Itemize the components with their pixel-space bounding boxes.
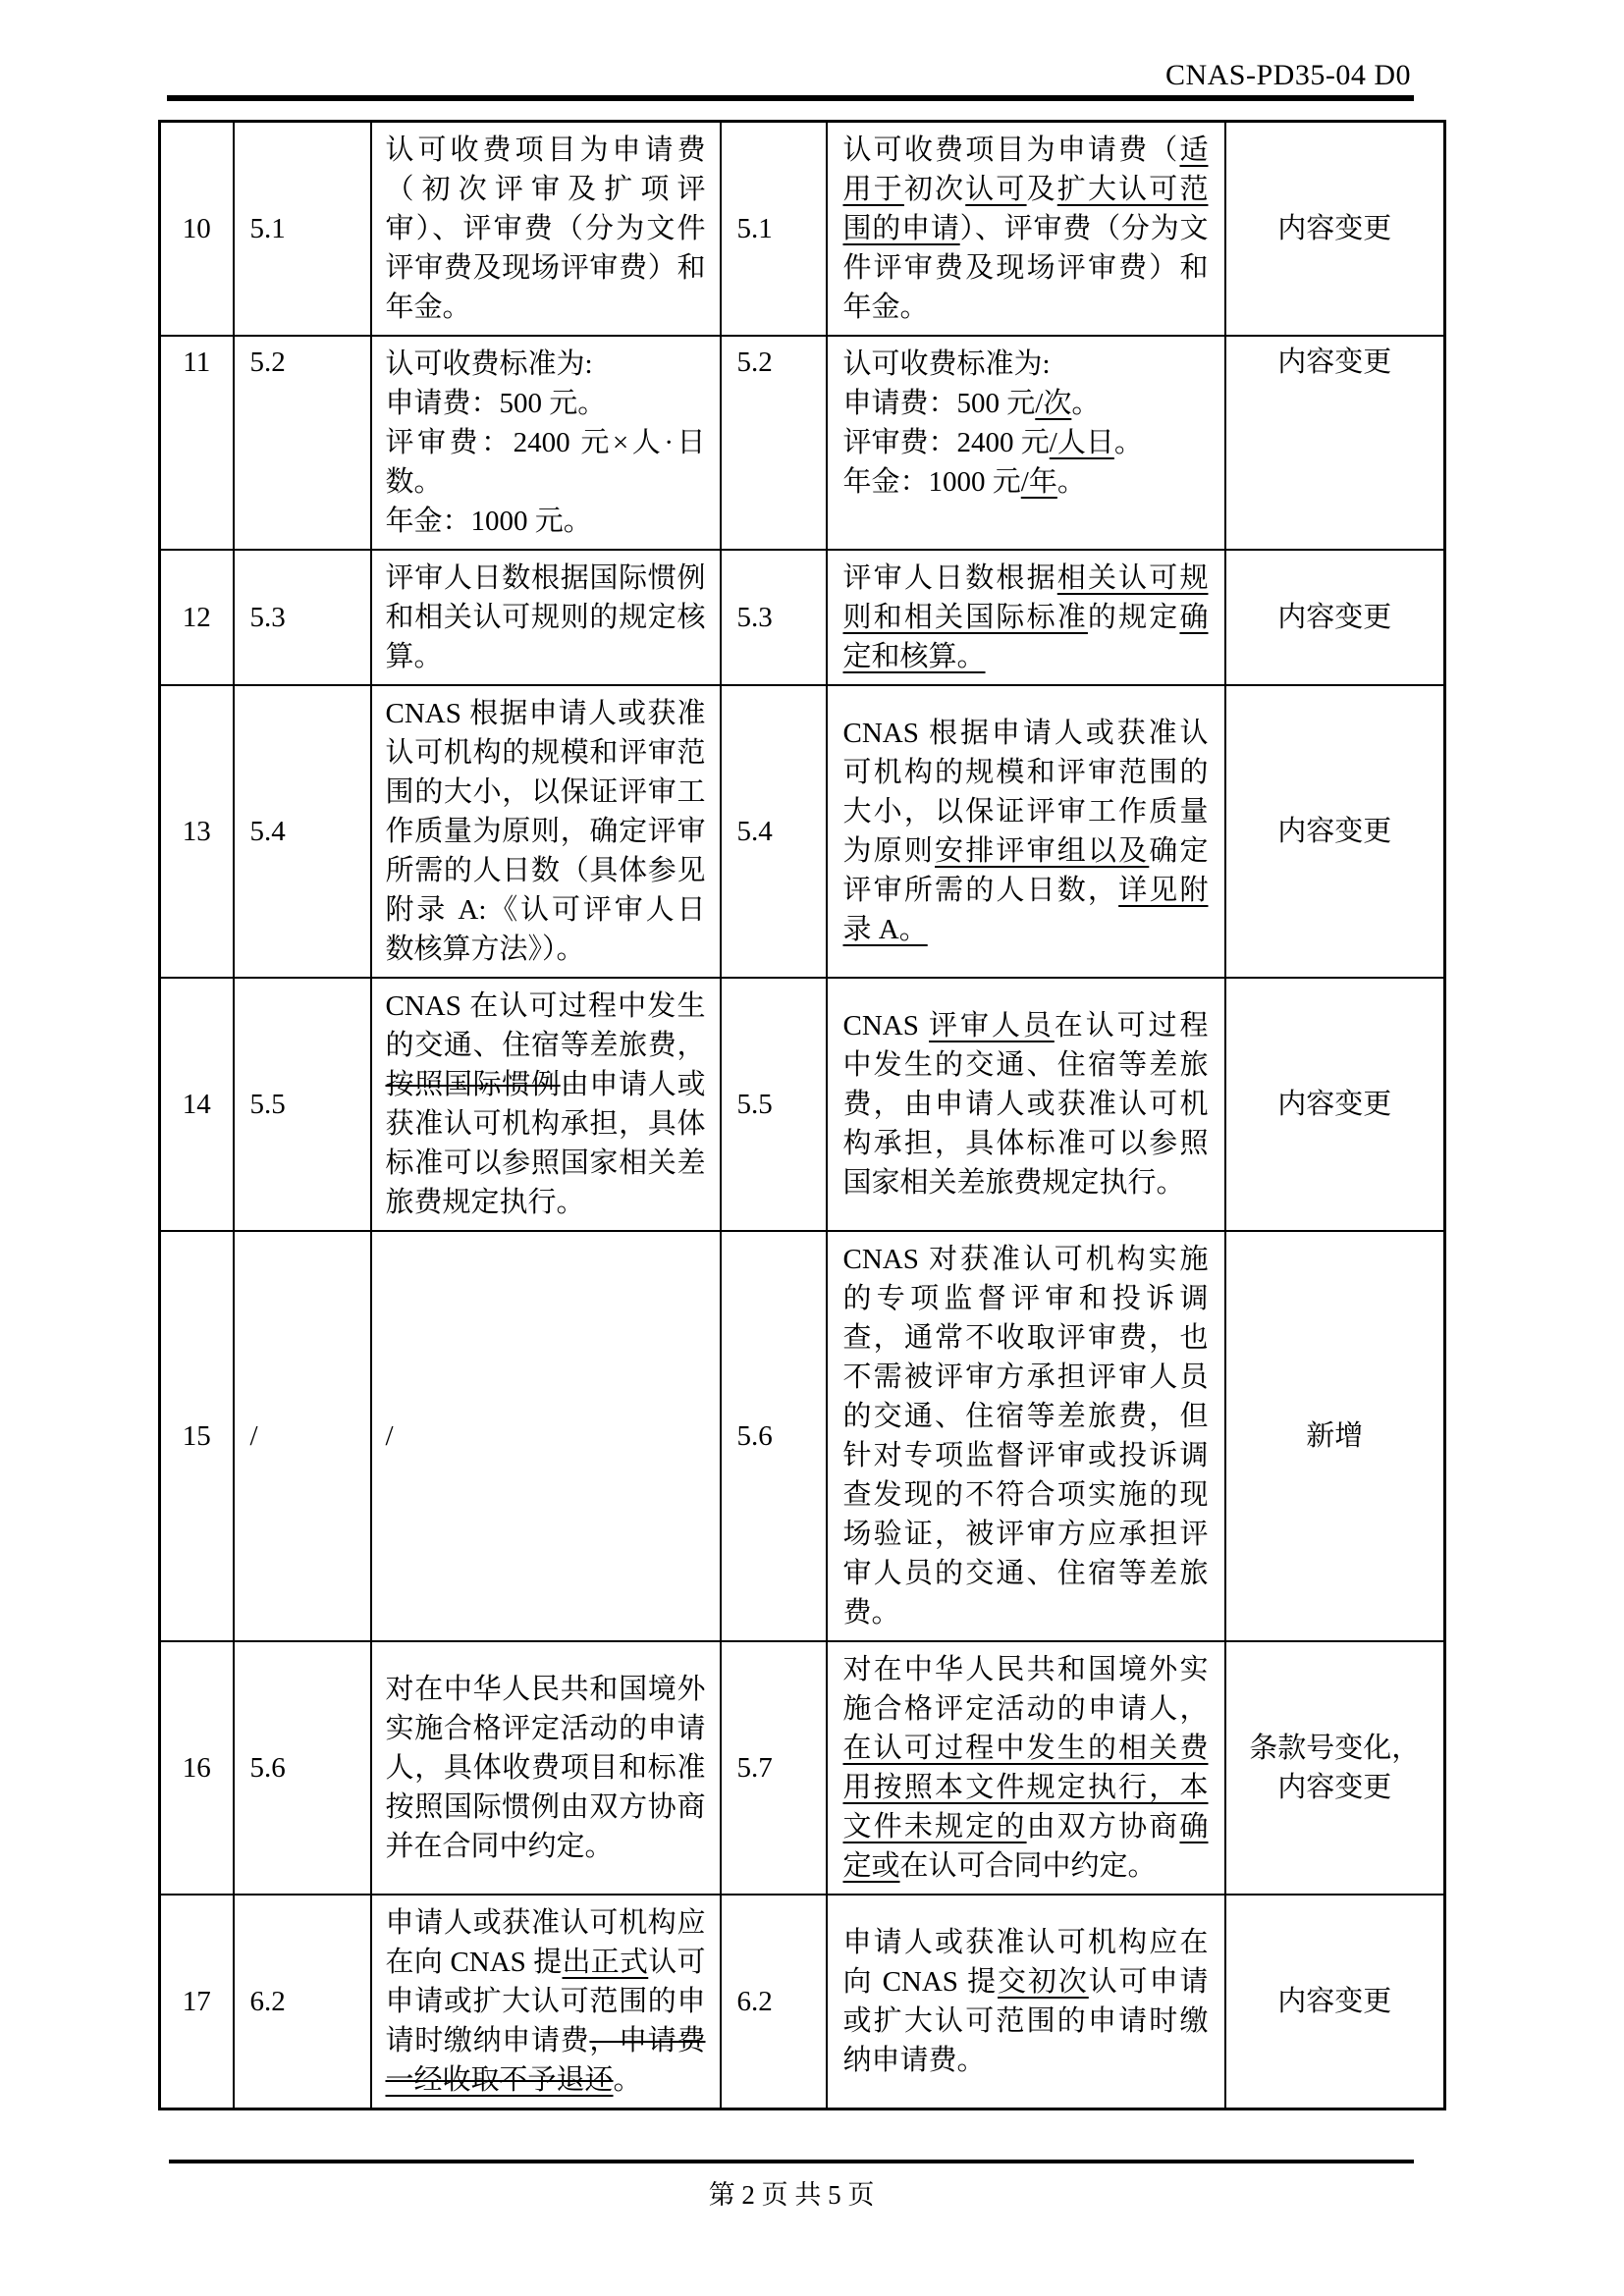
revision-comparison-table xyxy=(158,120,1446,2110)
text-segment: 内容变更 xyxy=(1277,602,1392,633)
text-segment: 新增 xyxy=(1306,1420,1364,1452)
text-segment: 14 xyxy=(182,1089,211,1120)
change-type-cell xyxy=(1225,1641,1445,1895)
new-clause-no-cell xyxy=(721,1231,827,1641)
text-segment: 5.1 xyxy=(736,213,773,244)
old-clause-no-cell xyxy=(234,978,371,1231)
old-text-cell xyxy=(371,978,721,1231)
text-segment: 。 xyxy=(1056,466,1086,498)
text-segment: 15 xyxy=(182,1420,211,1452)
table-row xyxy=(160,978,1445,1231)
table-row xyxy=(160,122,1445,337)
new-text-cell xyxy=(827,685,1225,978)
new-text-cell xyxy=(827,550,1225,685)
old-text-cell xyxy=(371,1895,721,2109)
text-segment: 内容变更 xyxy=(1277,213,1392,244)
old-clause-no-cell xyxy=(234,550,371,685)
inserted-text: /次 xyxy=(1035,388,1072,419)
old-text-cell xyxy=(371,122,721,337)
text-segment: 5.7 xyxy=(736,1752,773,1784)
inserted-text: 确定或 xyxy=(842,1811,1209,1882)
inserted-text: 交初次 xyxy=(998,1966,1089,1998)
text-segment: 5.5 xyxy=(736,1089,773,1120)
text-segment: 内容变更 xyxy=(1277,1986,1392,2017)
text-segment: 5.4 xyxy=(736,816,773,847)
old-clause-no-cell xyxy=(234,685,371,978)
change-type-cell xyxy=(1225,336,1445,550)
text-segment: 申请人或获准认可机构应在向 CNAS 提 xyxy=(842,1927,1209,1998)
table-row xyxy=(160,550,1445,685)
old-clause-no-cell xyxy=(234,1231,371,1641)
text-segment: 评审人日数根据国际惯例和相关认可规则的规定核算。 xyxy=(385,562,706,672)
old-clause-no-cell xyxy=(234,1895,371,2109)
text-segment: CNAS 在认可过程中发生的交通、住宿等差旅费， xyxy=(385,990,706,1061)
deleted-text: ，申请费 xyxy=(589,2025,706,2056)
row-number-cell xyxy=(160,1641,234,1895)
page-number: 第 2 页 共 5 页 xyxy=(708,2180,875,2210)
table-row xyxy=(160,685,1445,978)
new-clause-no-cell xyxy=(721,336,827,550)
new-text-cell xyxy=(827,1641,1225,1895)
text-segment: 。 年金：1000 元 xyxy=(842,427,1143,498)
inserted-text: 确定和核算。 xyxy=(842,602,1209,672)
change-type-cell xyxy=(1225,978,1445,1231)
new-text-cell xyxy=(827,1231,1225,1641)
text-segment: 5.3 xyxy=(736,602,773,633)
inserted-text: /人日 xyxy=(1049,427,1114,458)
change-type-cell xyxy=(1225,1231,1445,1641)
text-segment: 5.5 xyxy=(249,1089,286,1120)
text-segment: 5.1 xyxy=(249,213,286,244)
table-row xyxy=(160,336,1445,550)
new-clause-no-cell xyxy=(721,122,827,337)
text-segment: 初次 xyxy=(903,174,966,205)
deleted-text: 按照国际惯例 xyxy=(385,1069,561,1100)
text-segment: 评审人日数根据 xyxy=(842,562,1057,594)
text-segment: 5.2 xyxy=(736,347,773,378)
doc-code: CNAS-PD35-04 D0 xyxy=(1164,59,1411,91)
text-segment: ）、评审费（分为文件评审费及现场评审费）和年金。 xyxy=(842,213,1209,323)
change-type-cell xyxy=(1225,685,1445,978)
text-segment: / xyxy=(385,1420,394,1452)
inserted-text: 在认可过程中发生的相关费用按照本文件规定执行，本文件未规定的 xyxy=(842,1733,1209,1842)
text-segment: 16 xyxy=(182,1752,211,1784)
table-row xyxy=(160,1641,1445,1895)
new-text-cell xyxy=(827,978,1225,1231)
text-segment: 对在中华人民共和国境外实施合格评定活动的申请人，具体收费项目和标准按照国际惯例由双方协商并在合同中约定。 xyxy=(385,1674,706,1862)
text-segment: 17 xyxy=(182,1986,211,2017)
text-segment: 6.2 xyxy=(736,1986,773,2017)
text-segment: 认可收费项目为申请费（ xyxy=(842,134,1180,166)
old-text-cell xyxy=(371,336,721,550)
inserted-text: /年 xyxy=(1020,466,1057,498)
text-segment: 5.4 xyxy=(249,816,286,847)
deleted-text: 一经收取不予退还 xyxy=(385,2064,614,2096)
header-rule xyxy=(167,95,1414,101)
text-segment: 由双方协商 xyxy=(1026,1811,1180,1842)
text-segment: CNAS 根据申请人或获准认可机构的规模和评审范围的大小，以保证评审工作质量为原则，确定评审所需的人日数（具体参见附录 A:《认可评审人日数核算方法》）。 xyxy=(385,698,706,965)
new-clause-no-cell xyxy=(721,978,827,1231)
new-text-cell xyxy=(827,122,1225,337)
new-text-cell xyxy=(827,336,1225,550)
text-segment: CNAS 根据申请人或获准认可机构的规模和评审范围的大小，以保证评审工作质量为原则 xyxy=(842,718,1209,867)
change-type-cell xyxy=(1225,122,1445,337)
text-segment: 。 评审费：2400 元 xyxy=(842,388,1101,458)
row-number-cell xyxy=(160,1895,234,2109)
text-segment: 11 xyxy=(183,347,211,378)
text-segment: 内容变更 xyxy=(1277,816,1392,847)
text-segment: 认可收费项目为申请费（初次评审及扩项评审）、评审费（分为文件评审费及现场评审费）和年金。 xyxy=(385,134,706,323)
text-segment: 认可收费标准为: 申请费：500 元 xyxy=(842,348,1051,419)
text-segment: 申请人或获准认可机构应在向 CNAS 提 xyxy=(385,1907,706,1978)
row-number-cell xyxy=(160,978,234,1231)
text-segment: / xyxy=(249,1420,258,1452)
text-segment: 及 xyxy=(1026,174,1057,205)
text-segment: 的规定 xyxy=(1087,602,1180,633)
row-number-cell xyxy=(160,336,234,550)
text-segment: 10 xyxy=(182,213,211,244)
row-number-cell xyxy=(160,1231,234,1641)
new-text-cell xyxy=(827,1895,1225,2109)
text-segment: 确定评审所需的人日数， xyxy=(842,835,1209,906)
old-clause-no-cell xyxy=(234,122,371,337)
new-clause-no-cell xyxy=(721,1895,827,2109)
inserted-text: 扩大认可范围的申请 xyxy=(842,174,1209,244)
old-text-cell xyxy=(371,1641,721,1895)
text-segment: 对在中华人民共和国境外实施合格评定活动的申请人， xyxy=(842,1654,1209,1725)
text-segment: 5.6 xyxy=(736,1420,773,1452)
inserted-text: 评审人员 xyxy=(929,1010,1055,1041)
new-clause-no-cell xyxy=(721,685,827,978)
new-clause-no-cell xyxy=(721,1641,827,1895)
old-text-cell xyxy=(371,1231,721,1641)
text-segment: 由申请人或获准认可机构承担，具体标准可以参照国家相关差旅费规定执行。 xyxy=(385,1069,706,1218)
text-segment: 5.3 xyxy=(249,602,286,633)
text-segment: 认可申请或扩大认可范围的申请时缴纳申请费 xyxy=(385,1947,706,2056)
text-segment: 认可收费标准为: 申请费：500 元。 评审费：2400 元×人·日数。 年金：1000 元。 xyxy=(385,348,706,537)
text-segment: 5.6 xyxy=(249,1752,286,1784)
row-number-cell xyxy=(160,550,234,685)
old-text-cell xyxy=(371,550,721,685)
text-segment: 5.2 xyxy=(249,347,286,378)
inserted-text: 详见附录 A。 xyxy=(842,875,1209,945)
footer-rule xyxy=(169,2160,1414,2163)
inserted-text: 适用于 xyxy=(842,134,1209,205)
text-segment: 13 xyxy=(182,816,211,847)
row-number-cell xyxy=(160,685,234,978)
old-text-cell xyxy=(371,685,721,978)
change-type-cell xyxy=(1225,1895,1445,2109)
inserted-text: 相关认可规则和相关国际标准 xyxy=(842,562,1209,633)
row-number-cell xyxy=(160,122,234,337)
text-segment: CNAS 对获准认可机构实施的专项监督评审和投诉调查，通常不收取评审费，也不需被评审方承担评审人员的交通、住宿等差旅费，但针对专项监督评审或投诉调查发现的不符合项实施的现场验证，被评审方应承担评审人员的交通、住宿等差旅费。 xyxy=(842,1244,1209,1629)
text-segment: 内容变更 xyxy=(1277,1089,1392,1120)
revision-table-body xyxy=(160,122,1445,2109)
text-segment: 。 xyxy=(613,2064,642,2096)
old-clause-no-cell xyxy=(234,336,371,550)
change-type-cell xyxy=(1225,550,1445,685)
text-segment: CNAS xyxy=(842,1010,930,1041)
table-row xyxy=(160,1231,1445,1641)
inserted-text: 安排评审组以及 xyxy=(935,835,1150,867)
text-segment: 认可申请或扩大认可范围的申请时缴纳申请费。 xyxy=(842,1966,1209,2076)
new-clause-no-cell xyxy=(721,550,827,685)
text-segment: 在认可过程中发生的交通、住宿等差旅费，由申请人或获准认可机构承担，具体标准可以参照国家相关差旅费规定执行。 xyxy=(842,1010,1209,1199)
inserted-text: 出正式 xyxy=(562,1947,649,1978)
text-segment: 12 xyxy=(182,602,211,633)
text-segment: 内容变更 xyxy=(1277,347,1392,378)
text-segment: 6.2 xyxy=(249,1986,286,2017)
text-segment: 条款号变化， 内容变更 xyxy=(1249,1733,1421,1803)
old-clause-no-cell xyxy=(234,1641,371,1895)
inserted-text: 认可 xyxy=(965,174,1027,205)
text-segment: 在认可合同中约定。 xyxy=(899,1850,1157,1882)
table-row xyxy=(160,1895,1445,2109)
